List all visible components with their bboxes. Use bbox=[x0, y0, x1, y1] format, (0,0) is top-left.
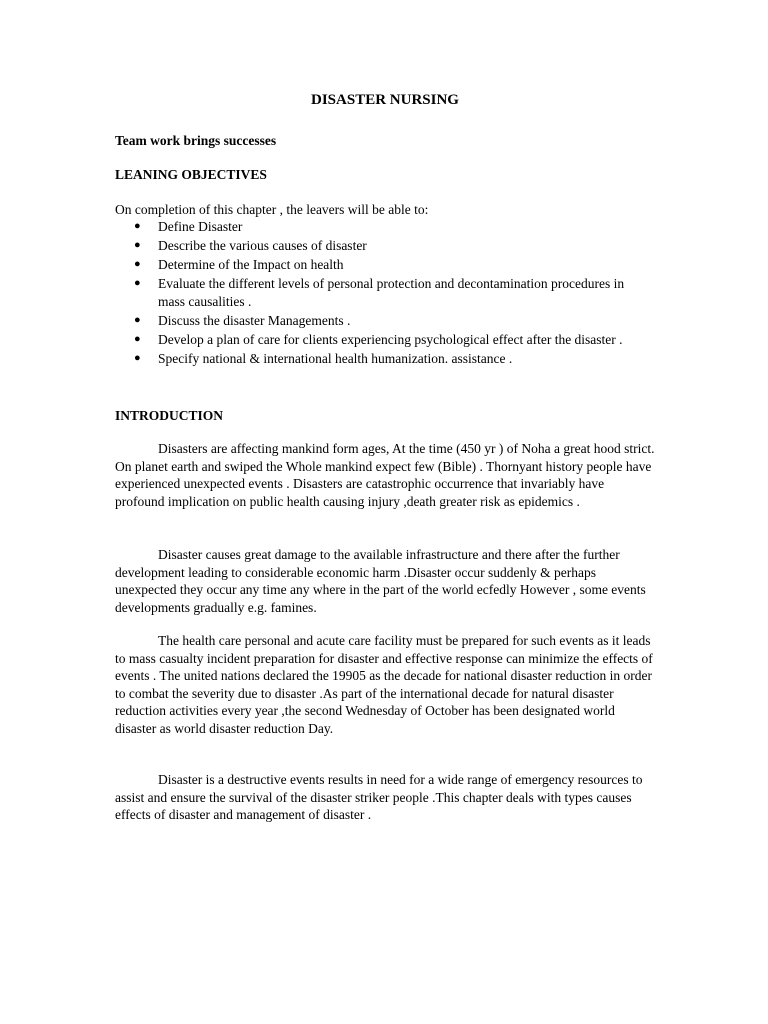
intro-paragraph-1: Disasters are affecting mankind form ages, At the time (450 yr ) of Noha a great hood strict. On planet earth and swiped the Whole mankind expect few (Bible) . Thornyant history people have experienced unexpected events . Disasters are catastrophic occurrence that invariably have profound implication on public health causing injury ,death greater risk as epidemics . bbox=[115, 441, 655, 509]
tagline: Team work brings successes bbox=[115, 133, 277, 148]
bullet-icon: ● bbox=[134, 276, 141, 289]
bullet-icon: ● bbox=[134, 313, 141, 326]
introduction-heading: INTRODUCTION bbox=[115, 408, 224, 423]
objectives-lead: On completion of this chapter , the leavers will be able to: bbox=[115, 202, 429, 217]
objectives-list bbox=[115, 218, 645, 368]
bullet-icon: ● bbox=[134, 238, 141, 251]
bullet-icon: ● bbox=[134, 257, 141, 270]
intro-paragraph-2: Disaster causes great damage to the available infrastructure and there after the further development leading to considerable economic harm .Disaster occur suddenly & perhaps unexpected they occur any time any where in the part of the world ecfedly However , some events developments gradually e.g. famines. bbox=[115, 547, 646, 615]
intro-paragraph-3: The health care personal and acute care facility must be prepared for such events as it leads to mass casualty incident preparation for disaster and effective response can minimize the effects of events . The united nations declared the 19905 as the decade for national disaster reduction in order to combat the severity due to disaster .As part of the international decade for natural disaster reduction activities every year ,the second Wednesday of October has been designated world disaster as world disaster reduction Day. bbox=[115, 633, 653, 736]
list-item: ● Develop a plan of care for clients experiencing psychological effect after the disaster . bbox=[134, 331, 623, 347]
list-item: ● Define Disaster bbox=[134, 219, 243, 234]
bullet-icon: ● bbox=[134, 220, 141, 232]
list-item: ● Specify national & international health humanization. assistance . bbox=[134, 350, 513, 366]
list-item: ● Determine of the Impact on health bbox=[134, 256, 344, 272]
bullet-icon: ● bbox=[134, 332, 141, 345]
intro-paragraph-4: Disaster is a destructive events results in need for a wide range of emergency resources to assist and ensure the survival of the disaster striker people .This chapter deals with types causes effects of disaster and management of disaster . bbox=[115, 772, 643, 823]
list-item: ● Describe the various causes of disaster bbox=[134, 237, 367, 253]
document-title: DISASTER NURSING bbox=[311, 92, 459, 108]
objectives-heading: LEANING OBJECTIVES bbox=[115, 167, 267, 182]
bullet-icon: ● bbox=[134, 351, 141, 364]
list-item: ● Evaluate the different levels of personal protection and decontamination procedures in mass causalities . bbox=[134, 275, 625, 309]
list-item: ● Discuss the disaster Managements . bbox=[134, 312, 351, 328]
